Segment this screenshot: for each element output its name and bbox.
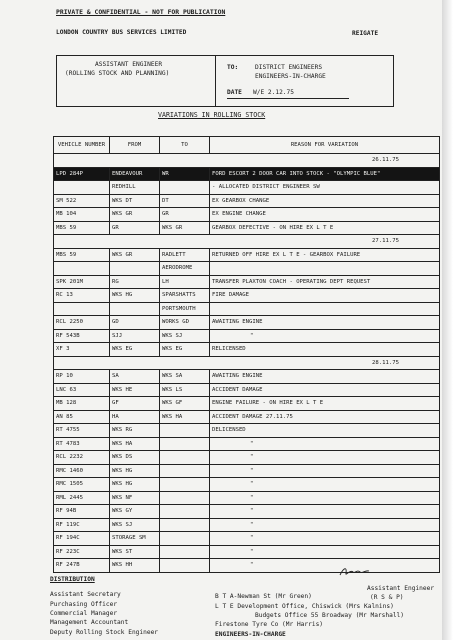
to-recipient-1: DISTRICT ENGINEERS (255, 64, 323, 71)
document-title: VARIATIONS IN ROLLING STOCK (158, 111, 266, 119)
table-row (54, 208, 440, 222)
cell-vehicle (54, 181, 110, 195)
cell-vehicle: RMC 1460 (54, 464, 110, 478)
cell-reason: FORD ESCORT 2 DOOR CAR INTO STOCK - "OLYMPIC BLUE" (210, 167, 440, 181)
date-cell: 28.11.75 (54, 356, 440, 370)
cell-from: WKS ST (110, 545, 160, 559)
cell-reason: " (210, 451, 440, 465)
to-label: TO: (227, 64, 239, 71)
memo-header-box (56, 55, 394, 107)
cell-from: ENDEAVOUR (110, 167, 160, 181)
from-subtitle: (ROLLING STOCK AND PLANNING) (65, 70, 170, 77)
cell-reason: ACCIDENT DAMAGE 27.11.75 (210, 410, 440, 424)
table-row (54, 316, 440, 330)
cell-reason: RETURNED OFF HIRE EX L T E - GEARBOX FAILURE (210, 248, 440, 262)
cell-reason: DELICENSED (210, 424, 440, 438)
table-header-row (54, 137, 440, 154)
table-row (54, 275, 440, 289)
table-row (54, 383, 440, 397)
table-row (54, 181, 440, 195)
cell-to: LH (160, 275, 210, 289)
table-row (54, 437, 440, 451)
cell-from: WKS HA (110, 437, 160, 451)
cell-to (160, 491, 210, 505)
distribution-left-4: Management Accountant (50, 619, 129, 626)
cell-reason: AWAITING ENGINE (210, 370, 440, 384)
cell-reason: AWAITING ENGINE (210, 316, 440, 330)
table-row (54, 289, 440, 303)
cell-vehicle: AN 85 (54, 410, 110, 424)
cell-from: WKS GR (110, 208, 160, 222)
date-row (54, 235, 440, 249)
cell-to: AERODROME (160, 262, 210, 276)
distribution-right-1: B T A-Newman St (Mr Green) (215, 593, 312, 600)
cell-to: DT (160, 194, 210, 208)
table-row (54, 532, 440, 546)
cell-from (110, 262, 160, 276)
cell-to (160, 518, 210, 532)
distribution-left-3: Commercial Manager (50, 610, 118, 617)
cell-to (160, 532, 210, 546)
table-row (54, 248, 440, 262)
location-label: REIGATE (352, 30, 379, 37)
cell-vehicle: RCL 2232 (54, 451, 110, 465)
table-body (54, 154, 440, 573)
cell-vehicle: RT 4755 (54, 424, 110, 438)
cell-reason: " (210, 329, 440, 343)
cell-from: REDHILL (110, 181, 160, 195)
cell-reason: " (210, 437, 440, 451)
cell-vehicle (54, 302, 110, 316)
cell-to: RADLETT (160, 248, 210, 262)
cell-vehicle: RF 194C (54, 532, 110, 546)
cell-to: WKS GF (160, 397, 210, 411)
cell-vehicle: SPK 201M (54, 275, 110, 289)
table-row (54, 505, 440, 519)
table-row (54, 518, 440, 532)
cell-to: WKS EG (160, 343, 210, 357)
cell-reason: EX ENGINE CHANGE (210, 208, 440, 222)
cell-vehicle: SM 522 (54, 194, 110, 208)
cell-reason: " (210, 532, 440, 546)
cell-vehicle: RF 247B (54, 559, 110, 573)
cell-from: WKS SJ (110, 518, 160, 532)
date-label: DATE (227, 89, 242, 96)
cell-vehicle: RF 94B (54, 505, 110, 519)
cell-reason: " (210, 464, 440, 478)
cell-reason: " (210, 505, 440, 519)
table-row (54, 397, 440, 411)
cell-to: WORKS GD (160, 316, 210, 330)
col-reason-header: REASON FOR VARIATION (210, 137, 440, 154)
cell-to: WR (160, 167, 210, 181)
date-row (54, 356, 440, 370)
cell-vehicle: RF 543B (54, 329, 110, 343)
cell-reason (210, 262, 440, 276)
table-row (54, 478, 440, 492)
cell-to: WKS SJ (160, 329, 210, 343)
cell-from: SA (110, 370, 160, 384)
cell-to (160, 424, 210, 438)
table-row (54, 262, 440, 276)
table-row (54, 194, 440, 208)
scan-page-edge (442, 0, 453, 640)
cell-reason: - ALLOCATED DISTRICT ENGINEER SW (210, 181, 440, 195)
classification-label: PRIVATE & CONFIDENTIAL - NOT FOR PUBLICATION (56, 8, 226, 16)
cell-vehicle: MB 104 (54, 208, 110, 222)
cell-reason: TRANSFER PLAXTON COACH - OPERATING DEPT REQUEST (210, 275, 440, 289)
cell-reason: ENGINE FAILURE - ON HIRE EX L T E (210, 397, 440, 411)
cell-from: WKS HG (110, 289, 160, 303)
cell-to (160, 181, 210, 195)
cell-vehicle: XF 3 (54, 343, 110, 357)
cell-vehicle: MBS 59 (54, 248, 110, 262)
distribution-right-2: L T E Development Office, Chiswick (Mrs Kalnins) (215, 603, 394, 610)
distribution-right-5: ENGINEERS-IN-CHARGE (215, 631, 286, 638)
date-row (54, 154, 440, 168)
to-recipient-2: ENGINEERS-IN-CHARGE (255, 73, 326, 80)
cell-from: WKS HE (110, 383, 160, 397)
cell-to (160, 478, 210, 492)
table-row (54, 329, 440, 343)
distribution-left-5: Deputy Rolling Stock Engineer (50, 629, 159, 636)
cell-vehicle: MB 128 (54, 397, 110, 411)
distribution-right-3: Budgets Office 55 Broadway (Mr Marshall) (255, 612, 405, 619)
date-cell: 26.11.75 (54, 154, 440, 168)
cell-from: STORAGE SM (110, 532, 160, 546)
cell-reason: ACCIDENT DAMAGE (210, 383, 440, 397)
table-row (54, 302, 440, 316)
cell-to: PORTSMOUTH (160, 302, 210, 316)
cell-to (160, 437, 210, 451)
table-row (54, 451, 440, 465)
cell-vehicle: LNC 63 (54, 383, 110, 397)
table-row (54, 491, 440, 505)
date-cell: 27.11.75 (54, 235, 440, 249)
distribution-title: DISTRIBUTION (50, 576, 95, 583)
header-divider (215, 56, 216, 106)
table-row (54, 167, 440, 181)
cell-from: WKS NF (110, 491, 160, 505)
cell-reason: " (210, 518, 440, 532)
table-row (54, 559, 440, 573)
cell-reason (210, 302, 440, 316)
cell-from: GD (110, 316, 160, 330)
cell-reason: " (210, 545, 440, 559)
cell-vehicle: MBS 59 (54, 221, 110, 235)
cell-vehicle: LPD 284P (54, 167, 110, 181)
distribution-right-4: Firestone Tyre Co (Mr Harris) (215, 621, 324, 628)
cell-from: WKS EG (110, 343, 160, 357)
cell-to (160, 505, 210, 519)
table-row (54, 424, 440, 438)
cell-from: WKS GR (110, 248, 160, 262)
cell-reason: EX GEARBOX CHANGE (210, 194, 440, 208)
cell-to (160, 464, 210, 478)
cell-vehicle (54, 262, 110, 276)
cell-from: WKS HG (110, 478, 160, 492)
cell-vehicle: RF 223C (54, 545, 110, 559)
signature-mark (338, 565, 372, 579)
cell-vehicle: RMC 1505 (54, 478, 110, 492)
cell-reason: " (210, 478, 440, 492)
cell-from: WKS DS (110, 451, 160, 465)
cell-to: WKS GR (160, 221, 210, 235)
date-value: W/E 2.12.75 (253, 89, 294, 96)
table-row (54, 221, 440, 235)
col-vehicle-header: VEHICLE NUMBER (54, 137, 110, 154)
cell-from: SJJ (110, 329, 160, 343)
col-from-header: FROM (110, 137, 160, 154)
table-row (54, 370, 440, 384)
cell-from (110, 302, 160, 316)
cell-to (160, 559, 210, 573)
table-row (54, 464, 440, 478)
distribution-left-1: Assistant Secretary (50, 591, 121, 598)
cell-reason: FIRE DAMAGE (210, 289, 440, 303)
cell-from: GR (110, 221, 160, 235)
cell-from: RG (110, 275, 160, 289)
cell-reason: RELICENSED (210, 343, 440, 357)
cell-reason: GEARBOX DEFECTIVE - ON HIRE EX L T E (210, 221, 440, 235)
cell-from: WKS RG (110, 424, 160, 438)
table-row (54, 410, 440, 424)
cell-from: WKS DT (110, 194, 160, 208)
variations-table (53, 136, 440, 573)
cell-vehicle: RCL 2250 (54, 316, 110, 330)
cell-vehicle: RC 13 (54, 289, 110, 303)
cell-vehicle: RT 4783 (54, 437, 110, 451)
cell-reason: " (210, 491, 440, 505)
cell-from: WKS HG (110, 464, 160, 478)
cell-to (160, 451, 210, 465)
distribution-left-2: Purchasing Officer (50, 601, 118, 608)
company-name: LONDON COUNTRY BUS SERVICES LIMITED (56, 29, 187, 36)
cell-to: WKS SA (160, 370, 210, 384)
cell-to (160, 545, 210, 559)
signature-title: Assistant Engineer (367, 585, 435, 592)
table-row (54, 343, 440, 357)
cell-from: WKS HH (110, 559, 160, 573)
cell-from: HA (110, 410, 160, 424)
col-to-header: TO (160, 137, 210, 154)
cell-vehicle: RP 10 (54, 370, 110, 384)
date-underline (227, 98, 349, 99)
cell-to: WKS HA (160, 410, 210, 424)
cell-to: GR (160, 208, 210, 222)
cell-vehicle: RML 2445 (54, 491, 110, 505)
cell-from: GF (110, 397, 160, 411)
cell-vehicle: RF 119C (54, 518, 110, 532)
signature-dept: (R S & P) (370, 594, 404, 601)
cell-reason: " (210, 559, 440, 573)
cell-to: SPARSHATTS (160, 289, 210, 303)
cell-to: WKS LS (160, 383, 210, 397)
table-row (54, 545, 440, 559)
from-title: ASSISTANT ENGINEER (95, 61, 163, 68)
cell-from: WKS GY (110, 505, 160, 519)
